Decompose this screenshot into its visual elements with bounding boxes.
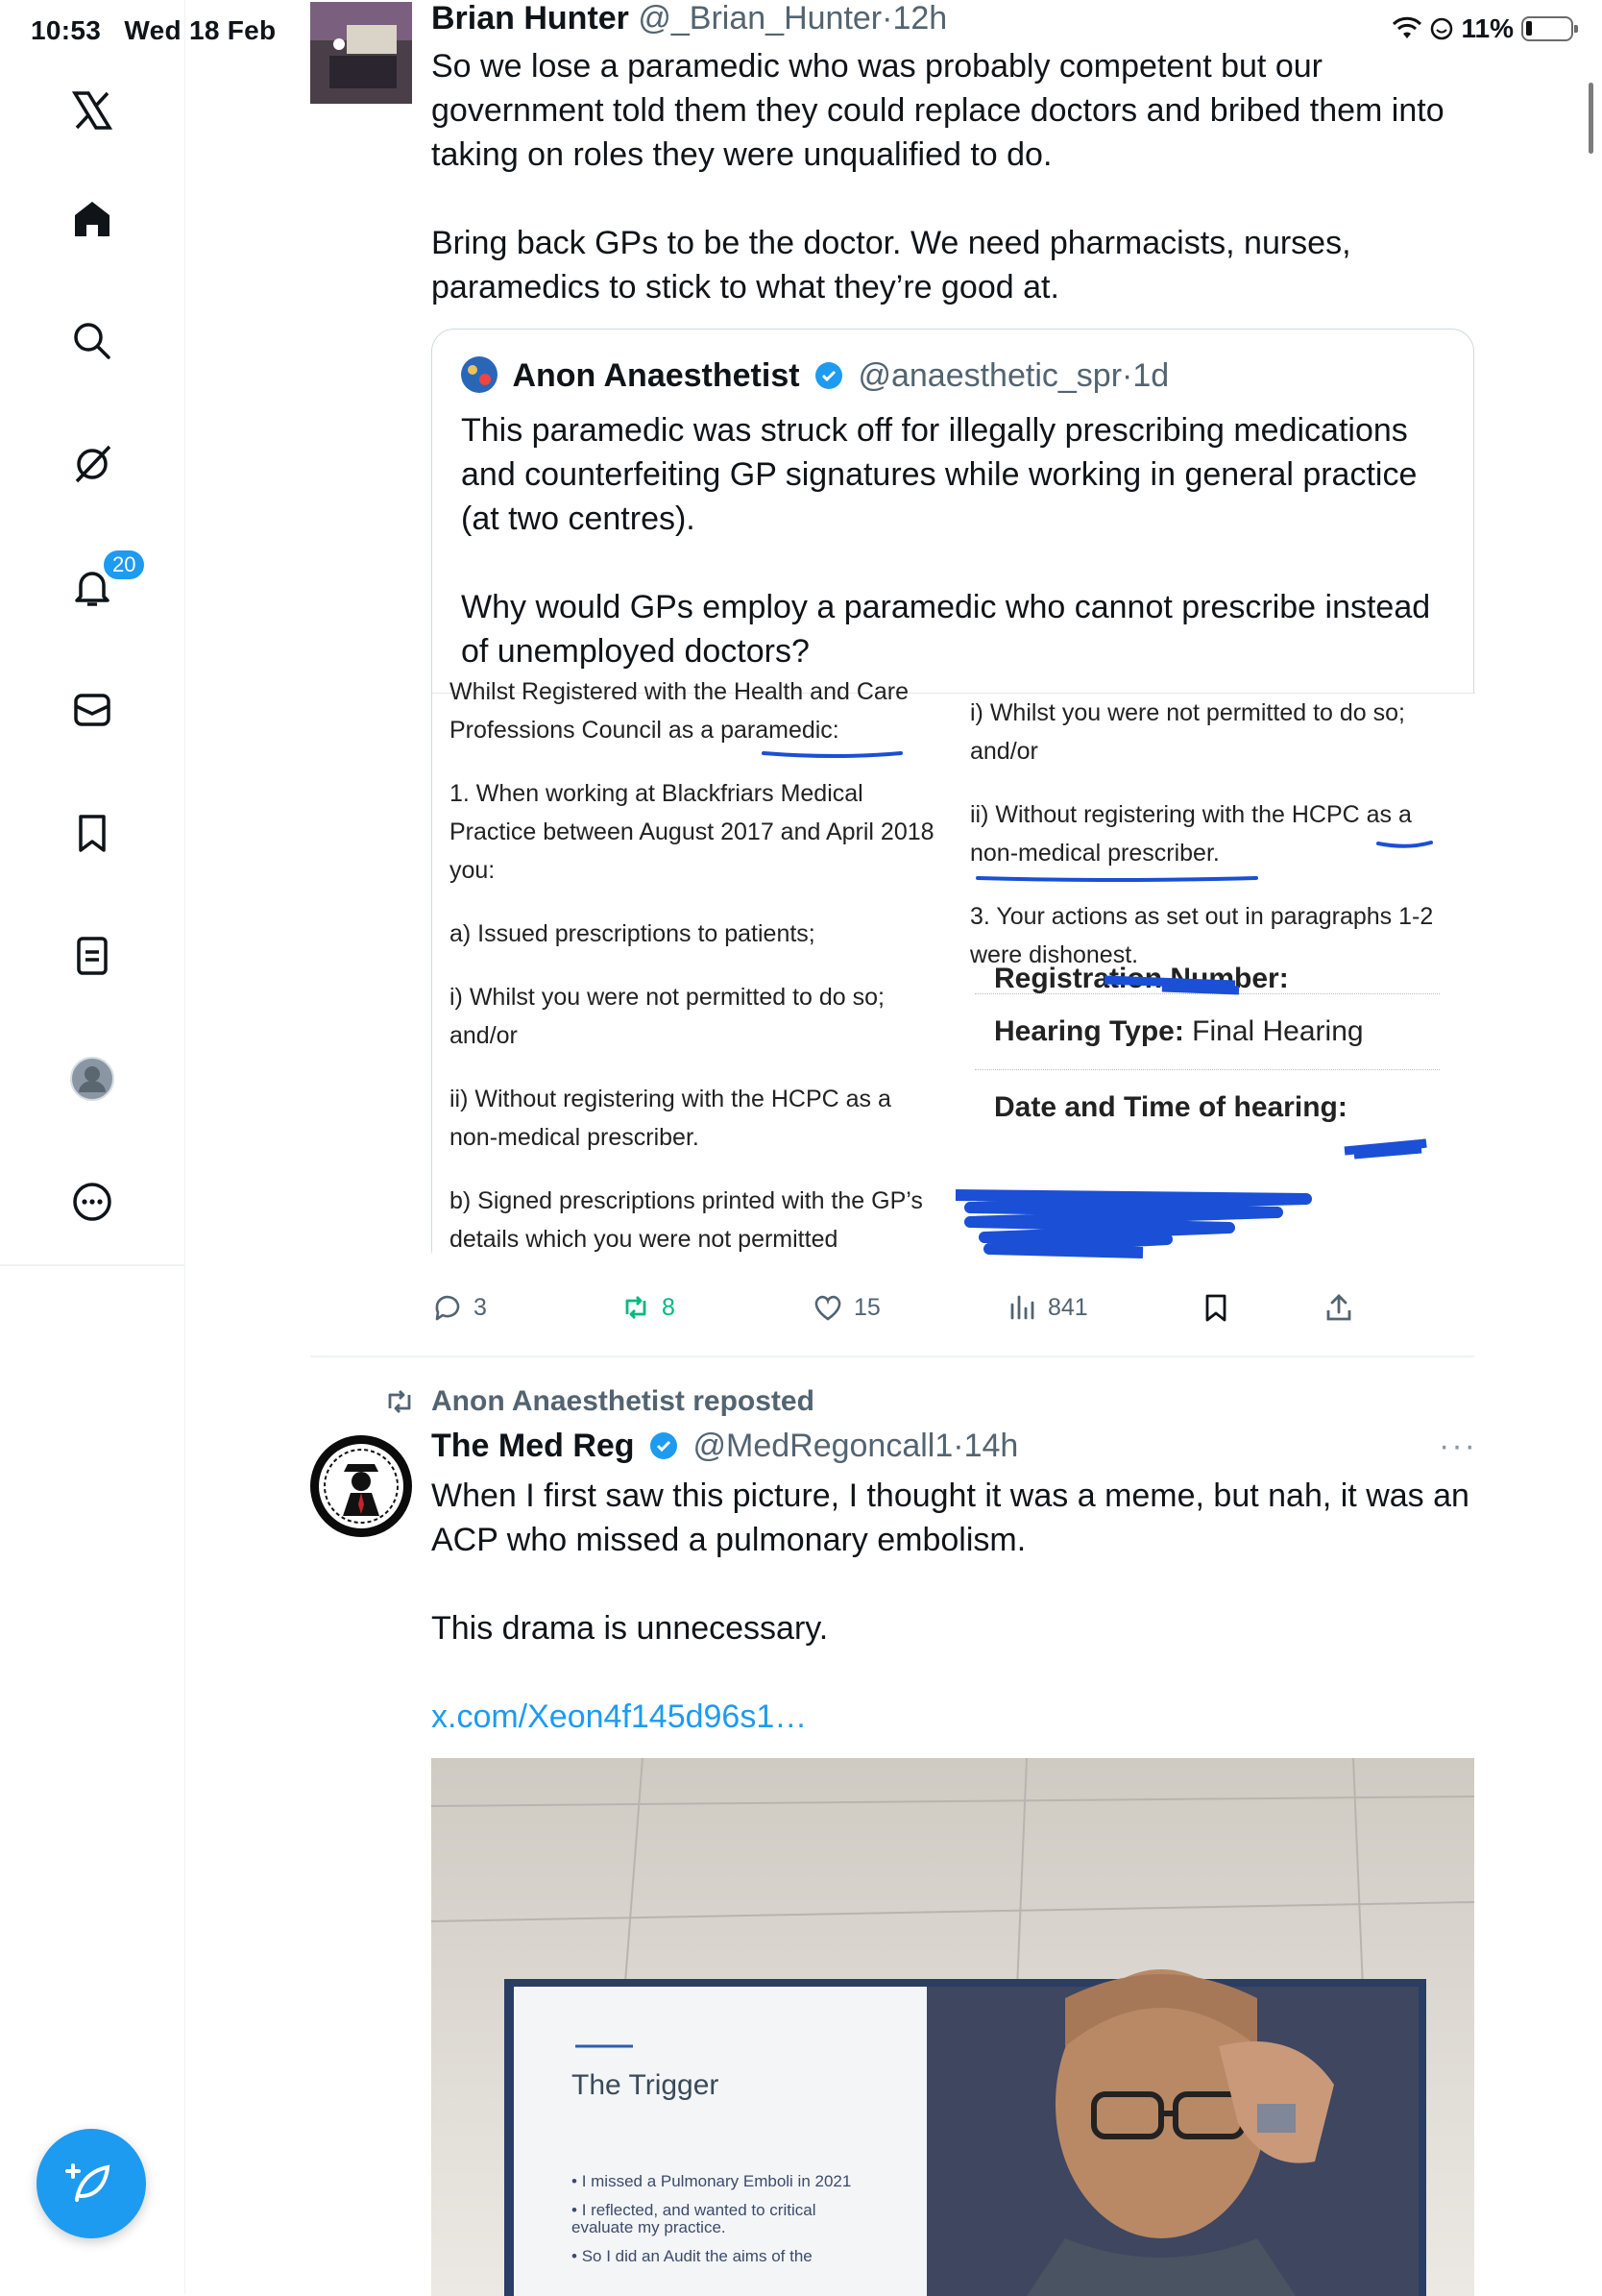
verified-badge-icon bbox=[649, 1431, 678, 1460]
hearing-date-row: Date and Time of hearing: bbox=[975, 1069, 1440, 1145]
bell-icon[interactable] bbox=[49, 544, 135, 630]
compose-feather-icon bbox=[65, 2158, 117, 2210]
tweet-paragraph: Bring back GPs to be the doctor. We need pharmacists, nurses, paramedics to stick to what they’re good at. bbox=[431, 225, 1351, 305]
document-line: i) Whilst you were not permitted to do so; and/or bbox=[970, 699, 1405, 765]
document-line: ii) Without registering with the HCPC as a non-medical prescriber. bbox=[449, 1086, 891, 1151]
slide-title: The Trigger bbox=[571, 2069, 719, 2101]
quote-timestamp[interactable]: 1d bbox=[1132, 357, 1170, 394]
document-line: Whilst Registered with the Health and Care Professions Council as a paramedic: bbox=[449, 678, 910, 744]
separator: · bbox=[1122, 357, 1133, 394]
avatar bbox=[461, 356, 498, 393]
timestamp[interactable]: 14h bbox=[963, 1428, 1019, 1464]
repost-button[interactable] bbox=[619, 1291, 675, 1324]
sidebar-divider bbox=[0, 1264, 185, 1266]
document-line: 1. When working at Blackfriars Medical Practice between August 2017 and April 2018 you: bbox=[449, 780, 934, 884]
author-handle[interactable]: @MedRegoncall1 bbox=[692, 1428, 954, 1464]
hearing-type-row: Hearing Type: Final Hearing bbox=[975, 993, 1440, 1069]
tweet-header bbox=[431, 1428, 1018, 1465]
document-line: b) Signed prescriptions printed with the GP’s details which you were not permitted bbox=[449, 1187, 923, 1253]
slide-bullet: • I missed a Pulmonary Emboli in 2021 bbox=[571, 2172, 852, 2190]
annotation-scribbles bbox=[432, 694, 1475, 1273]
tweet-paragraph: So we lose a paramedic who was probably competent but our government told them they could replace doctors and bribed them into taking on roles they were unqualified to do. bbox=[431, 48, 1444, 173]
heart-icon bbox=[812, 1291, 844, 1324]
quote-author-handle[interactable]: @anaesthetic_spr bbox=[858, 357, 1123, 394]
slide-bullet: • I reflected, and wanted to critical evaluate my practice. bbox=[571, 2201, 816, 2236]
verified-badge-icon bbox=[814, 361, 843, 390]
author-name[interactable]: Brian Hunter bbox=[431, 0, 629, 37]
repost-icon bbox=[619, 1291, 652, 1324]
repost-count: 8 bbox=[662, 1293, 675, 1321]
notification-badge: 20 bbox=[101, 548, 147, 582]
views-button[interactable] bbox=[1006, 1291, 1088, 1324]
reply-count: 3 bbox=[473, 1293, 487, 1321]
bookmark-button[interactable] bbox=[1200, 1291, 1232, 1324]
more-circle-icon[interactable] bbox=[49, 1159, 135, 1245]
profile-avatar-icon[interactable] bbox=[49, 1036, 135, 1122]
sidebar bbox=[0, 0, 185, 2294]
grok-icon[interactable] bbox=[49, 421, 135, 507]
document-line: 3. Your actions as set out in paragraphs 1-2 were dishonest. bbox=[970, 903, 1434, 968]
quote-paragraph: Why would GPs employ a paramedic who cannot prescribe instead of unemployed doctors? bbox=[461, 589, 1431, 670]
reply-icon bbox=[431, 1291, 464, 1324]
tweet-body bbox=[431, 44, 1478, 309]
author-handle[interactable]: @_Brian_Hunter bbox=[638, 0, 883, 37]
tweet-paragraph: This drama is unnecessary. bbox=[431, 1610, 829, 1647]
quote-body bbox=[461, 408, 1450, 673]
document-line: i) Whilst you were not permitted to do so; and/or bbox=[449, 984, 885, 1049]
home-icon[interactable] bbox=[49, 176, 135, 262]
quoted-tweet[interactable] bbox=[431, 329, 1474, 1271]
bookmark-icon[interactable] bbox=[49, 790, 135, 876]
reply-button[interactable] bbox=[431, 1291, 487, 1324]
more-options-button[interactable]: ··· bbox=[1439, 1428, 1477, 1464]
registration-label: Registration Number: bbox=[994, 963, 1289, 994]
x-logo-icon[interactable] bbox=[49, 67, 135, 154]
quote-paragraph: This paramedic was struck off for illegally prescribing medications and counterfeiting GP signatures while working in general practice (at two centres). bbox=[461, 412, 1418, 537]
tweet-divider bbox=[310, 1356, 1474, 1357]
views-count: 841 bbox=[1048, 1293, 1088, 1321]
status-time: 10:53 Wed 18 Feb bbox=[31, 15, 277, 45]
tweet-actions bbox=[431, 1291, 1372, 1330]
bookmark-icon bbox=[1200, 1291, 1232, 1324]
separator: · bbox=[953, 1428, 964, 1464]
search-icon[interactable] bbox=[49, 298, 135, 384]
mail-icon[interactable] bbox=[49, 667, 135, 753]
views-icon bbox=[1006, 1291, 1038, 1324]
separator: · bbox=[882, 0, 893, 37]
tweet-paragraph: When I first saw this picture, I thought it was a meme, but nah, it was an ACP who missed a pulmonary embolism. bbox=[431, 1478, 1469, 1558]
share-icon bbox=[1323, 1291, 1355, 1324]
document-line: ii) Without registering with the HCPC as a non-medical prescriber. bbox=[970, 801, 1412, 867]
quote-header bbox=[461, 356, 1169, 395]
avatar[interactable] bbox=[310, 1435, 412, 1537]
share-button[interactable] bbox=[1323, 1291, 1355, 1324]
repost-context[interactable] bbox=[383, 1385, 814, 1418]
like-count: 15 bbox=[854, 1293, 881, 1321]
repost-context-label: Anon Anaesthetist reposted bbox=[431, 1385, 814, 1417]
tweet-link[interactable]: x.com/Xeon4f145d96s1… bbox=[431, 1698, 808, 1735]
list-icon[interactable] bbox=[49, 913, 135, 999]
quote-media-document[interactable] bbox=[432, 678, 1475, 1272]
document-line: a) Issued prescriptions to patients; bbox=[449, 920, 815, 947]
compose-button[interactable] bbox=[36, 2129, 146, 2238]
timestamp[interactable]: 12h bbox=[892, 0, 948, 37]
slide-bullet: • So I did an Audit the aims of the bbox=[571, 2247, 813, 2265]
repost-icon bbox=[383, 1387, 416, 1416]
avatar[interactable] bbox=[310, 2, 412, 104]
timeline bbox=[185, 0, 1602, 2294]
tweet-media-photo[interactable] bbox=[431, 1758, 1474, 2296]
battery-percent: 11% bbox=[1461, 13, 1514, 43]
tweet-header bbox=[431, 0, 947, 37]
quote-author-name[interactable]: Anon Anaesthetist bbox=[512, 357, 800, 394]
author-name[interactable]: The Med Reg bbox=[431, 1428, 635, 1464]
tweet-body bbox=[431, 1474, 1478, 1739]
like-button[interactable] bbox=[812, 1291, 881, 1324]
slide-bullets bbox=[571, 2173, 860, 2277]
